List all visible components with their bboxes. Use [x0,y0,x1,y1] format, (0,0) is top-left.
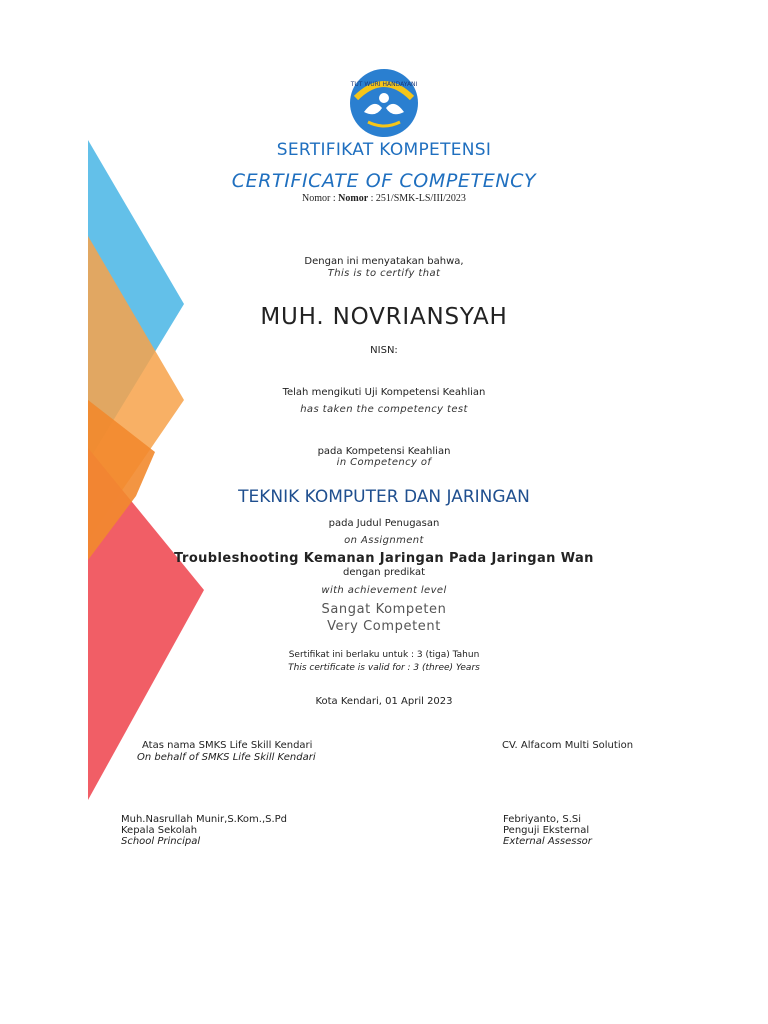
competency-name: TEKNIK KOMPUTER DAN JARINGAN [238,487,530,507]
assignment-title: Troubleshooting Kemanan Jaringan Pada Jaringan Wan [174,551,594,566]
left-org-id: Atas nama SMKS Life Skill Kendari [142,740,313,751]
nisn-label: NISN: [370,345,398,356]
certify-text-id: Dengan ini menyatakan bahwa, [304,256,464,267]
test-text-en: has taken the competency test [300,404,468,415]
certificate-title-en: CERTIFICATE OF COMPETENCY [231,170,537,192]
left-signatory-name: Muh.Nasrullah Munir,S.Kom.,S.Pd [121,814,288,825]
predicate-id: Sangat Kompeten [321,602,447,617]
predicate-intro-id: dengan predikat [342,567,425,578]
validity-text-en: This certificate is valid for : 3 (three) Years [288,663,480,673]
validity-text-id: Sertifikat ini berlaku untuk : 3 (tiga) Tahun [288,650,480,660]
assignment-intro-en: on Assignment [344,535,424,546]
recipient-name: MUH. NOVRIANSYAH [260,304,508,330]
test-text-id: Telah mengikuti Uji Kompetensi Keahlian [282,387,486,398]
right-org: CV. Alfacom Multi Solution [502,740,634,751]
certify-text-en: This is to certify that [327,268,441,279]
certificate-number [0,193,768,204]
certificate-title-id: SERTIFIKAT KOMPETENSI [276,140,492,160]
right-signatory-role-en: External Assessor [503,836,592,847]
place-date: Kota Kendari, 01 April 2023 [315,696,453,707]
number-label-bold: Nomor [338,193,369,204]
left-signatory-role-en: School Principal [121,836,201,847]
logo-ribbon-text: TUT WURI HANDAYANI [350,81,418,88]
competency-intro-id: pada Kompetensi Keahlian [317,446,451,457]
number-value: : 251/SMK-LS/III/2023 [368,193,466,204]
assignment-intro-id: pada Judul Penugasan [328,518,440,529]
predicate-en: Very Competent [327,619,441,634]
number-label: Nomor : [302,193,339,204]
predicate-intro-en: with achievement level [321,585,447,596]
tut-wuri-handayani-logo [346,68,422,138]
left-signatory-role-id: Kepala Sekolah [121,825,198,836]
left-org-en: On behalf of SMKS Life Skill Kendari [137,752,316,763]
right-signatory-name: Febriyanto, S.Si [503,814,582,825]
right-signatory-role-id: Penguji Eksternal [503,825,590,836]
competency-intro-en: in Competency of [336,457,432,468]
